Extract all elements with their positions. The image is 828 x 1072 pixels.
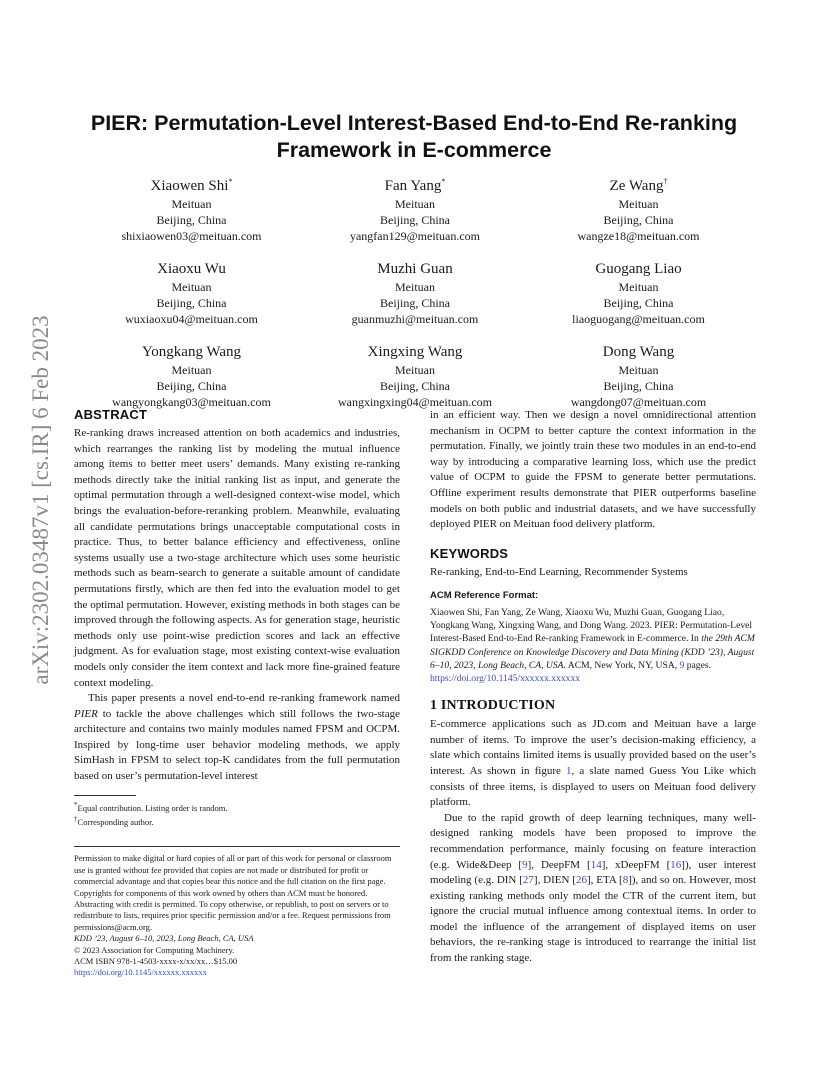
author-affiliation: Meituan <box>171 363 212 377</box>
citation-link[interactable]: 16 <box>670 858 682 871</box>
abstract-heading: ABSTRACT <box>74 407 148 422</box>
author-location: Beijing, China <box>156 213 227 227</box>
author-name: Ze Wang† <box>609 177 668 194</box>
abstract-paragraph: This paper presents a novel end-to-end re-ranking framework named PIER to tackle the above challenges which still follows the two-stage architecture and contains two mainly modules named FPSM and OCPM. Inspired by long-time user behavior modeling methods, we apply SimHash in FPSM to select top-K candidates from the full permutation based on user’s permutation-level interest <box>74 692 400 783</box>
abstract-paragraph: Re-ranking draws increased attention on both academics and industries, which rearranges the ranking list by modeling the mutual influence among items to better meet users’ demands. Many existing re-ranking methods directly take the initial ranking list as input, and generate the optimal permutation through a well-designed context-wise model, which brings the evaluation-before-reranking problem. Meanwhile, evaluating all candidate permutations brings unacceptable computational costs in practice. Thus, to better balance efficiency and effectiveness, online systems usually use a two-stage architecture which uses some heuristic methods such as beam-search to generate a suitable amount of candidate permutations firstly, which are then fed into the evaluation model to get the optimal permutation. However, existing methods in both stages can be improved through the following aspects. As for generation stage, heuristic methods only use point-wise prediction scores and lack an effective judgment. As for evaluation stage, most existing context-wise evaluation models only consider the item context and lack more fine-grained feature context modeling. <box>74 427 400 689</box>
author-email: wuxiaoxu04@meituan.com <box>125 312 258 326</box>
author <box>527 343 750 410</box>
footnote-rule <box>74 795 136 796</box>
author <box>527 172 750 244</box>
introduction-heading: 1 INTRODUCTION <box>430 698 556 714</box>
author-email: liaoguogang@meituan.com <box>572 312 705 326</box>
author-email: guanmuzhi@meituan.com <box>351 312 479 326</box>
author-affiliation: Meituan <box>395 363 435 377</box>
author-location: Beijing, China <box>156 379 227 393</box>
author-name: Xiaowen Shi* <box>150 177 233 194</box>
author <box>80 260 303 327</box>
citation-link[interactable]: 14 <box>590 858 602 871</box>
abstract-paragraph: in an efficient way. Then we design a novel omnidirectional attention mechanism in OCPM to better capture the context information in the permutation. Finally, we jointly train these two modules in an end-to-end way by introducing a comparative learning loss, which use the predict value of OCPM to guide the FPSM to generate better permutations. Offline experiment results demonstrate that PIER outperforms baseline models on both public and industrial datasets, and we have successfully deployed PIER on Meituan food delivery platform. <box>430 409 756 531</box>
left-column <box>74 406 400 979</box>
author-email: wangxingxing04@meituan.com <box>337 395 493 409</box>
author-name: Muzhi Guan <box>377 261 453 277</box>
pages-link[interactable]: 9 <box>679 659 685 671</box>
author-location: Beijing, China <box>603 296 674 310</box>
author-name: Fan Yang* <box>384 177 446 194</box>
author-location: Beijing, China <box>603 213 674 227</box>
author-affiliation: Meituan <box>171 197 212 211</box>
footnote: *Equal contribution. Listing order is random. <box>74 800 228 813</box>
author-row <box>80 260 750 327</box>
footnotes <box>74 800 400 829</box>
author-affiliation: Meituan <box>618 197 659 211</box>
author-location: Beijing, China <box>380 213 450 227</box>
author-affiliation: Meituan <box>171 280 212 294</box>
citation-link[interactable]: 26 <box>575 874 587 887</box>
author-email: shixiaowen03@meituan.com <box>121 229 262 243</box>
arxiv-stamp <box>20 300 60 700</box>
author-block <box>80 172 750 426</box>
right-column <box>430 408 756 967</box>
author-location: Beijing, China <box>380 296 450 310</box>
author-email: wangyongkang03@meituan.com <box>112 395 271 409</box>
arxiv-stamp-text: arXiv:2302.03487v1 [cs.IR] 6 Feb 2023 <box>28 315 53 685</box>
conference-line: KDD ’23, August 6–10, 2023, Long Beach, CA, USA <box>74 933 254 944</box>
author-location: Beijing, China <box>603 379 674 393</box>
author <box>527 260 750 327</box>
figure-ref-link[interactable]: 1 <box>566 764 572 777</box>
acm-doi-link[interactable]: https://doi.org/10.1145/xxxxxx.xxxxxx <box>430 672 581 684</box>
author-name: Guogang Liao <box>595 261 682 277</box>
author-email: wangze18@meituan.com <box>577 229 700 243</box>
citation-link[interactable]: 27 <box>522 874 534 887</box>
intro-paragraph: E-commerce applications such as JD.com and Meituan have a large number of items. To improve the user’s decision-making efficiency, a slate which contains limited items is usually provided based on the user’s interest. As shown in figure 1, a slate named Guess You Like which consists of three items, is displayed to users on Meituan food delivery platform. <box>430 718 756 809</box>
acm-reference-text: Xiaowen Shi, Fan Yang, Ze Wang, Xiaoxu Wu, Muzhi Guan, Guogang Liao, Yongkang Wang, Xingxing Wang, and Dong Wang. 2023. PIER: Permutation-Level Interest-Based End-to-End Re-ranking Framework in E-commerce. In the 29th ACM SIGKDD Conference on Knowledge Discovery and Data Mining (KDD ’23), August 6–10, 2023, Long Beach, CA, USA. ACM, New York, NY, USA, 9 pages. https://doi.org/10.1145/xxxxxx.xxxxxx <box>430 606 755 684</box>
arxiv-stamp-svg <box>20 300 60 700</box>
author-name: Xingxing Wang <box>367 344 463 360</box>
author-email: yangfan129@meituan.com <box>349 229 480 243</box>
footnote: †Corresponding author. <box>74 814 154 827</box>
author-row <box>80 172 750 244</box>
keywords-heading: KEYWORDS <box>430 545 509 561</box>
copyright-line: © 2023 Association for Computing Machinery. <box>74 944 235 955</box>
author-affiliation: Meituan <box>618 363 659 377</box>
citation-link[interactable]: 8 <box>622 874 629 887</box>
author-affiliation: Meituan <box>618 280 659 294</box>
permission-block <box>74 853 400 978</box>
intro-paragraph: Due to the rapid growth of deep learning techniques, many well-designed ranking models have been proposed to improve the recommendation performance, mainly focusing on feature interaction (e.g. Wide&Deep [9], DeepFM [14], xDeepFM [16]), user interest modeling (e.g. DIN [27], DIEN [26], ETA [8]), and so on. However, most existing ranking methods only model the CTR of the current item, but ignore the crucial mutual influence among contextual items. In order to model the influence of the arrangement of displayed items on user behaviors, the re-ranking stage is introduced to rearrange the initial list from the ranking stage. <box>430 811 756 965</box>
doi-link[interactable]: https://doi.org/10.1145/xxxxxx.xxxxxx <box>74 967 207 978</box>
permission-rule <box>74 846 400 847</box>
author-email: wangdong07@meituan.com <box>570 395 707 409</box>
author-location: Beijing, China <box>156 296 227 310</box>
author-name: Dong Wang <box>602 344 675 360</box>
citation-link[interactable]: 9 <box>522 858 528 871</box>
permission-text: Permission to make digital or hard copies of all or part of this work for personal or classroom use is granted without fee provided that copies are not made or distributed for profit or commercial advantage and that copies bear this notice and the full citation on the first page. Copyrights for components of this work owned by others than ACM must be honored. Abstracting with credit is permitted. To copy otherwise, or republish, to post on servers or to redistribute to lists, requires prior specific permission and/or a fee. Request permissions from permissions@acm.org. <box>74 853 392 932</box>
author <box>304 260 527 327</box>
author-name: Yongkang Wang <box>141 344 242 360</box>
author <box>80 343 303 410</box>
author-affiliation: Meituan <box>395 197 435 211</box>
author <box>304 343 527 410</box>
paper-title: PIER: Permutation-Level Interest-Based End-to-End Re-ranking Framework in E-commerce <box>90 111 738 162</box>
author <box>304 172 527 244</box>
isbn-line: ACM ISBN 978-1-4503-xxxx-x/xx/xx…$15.00 <box>74 955 238 966</box>
author-location: Beijing, China <box>380 379 450 393</box>
author-row <box>80 343 750 410</box>
keywords-text: Re-ranking, End-to-End Learning, Recommender Systems <box>430 565 688 578</box>
author-name: Xiaoxu Wu <box>157 261 226 277</box>
author-affiliation: Meituan <box>395 280 435 294</box>
author <box>80 172 303 244</box>
acm-reference-heading: ACM Reference Format: <box>430 590 539 602</box>
